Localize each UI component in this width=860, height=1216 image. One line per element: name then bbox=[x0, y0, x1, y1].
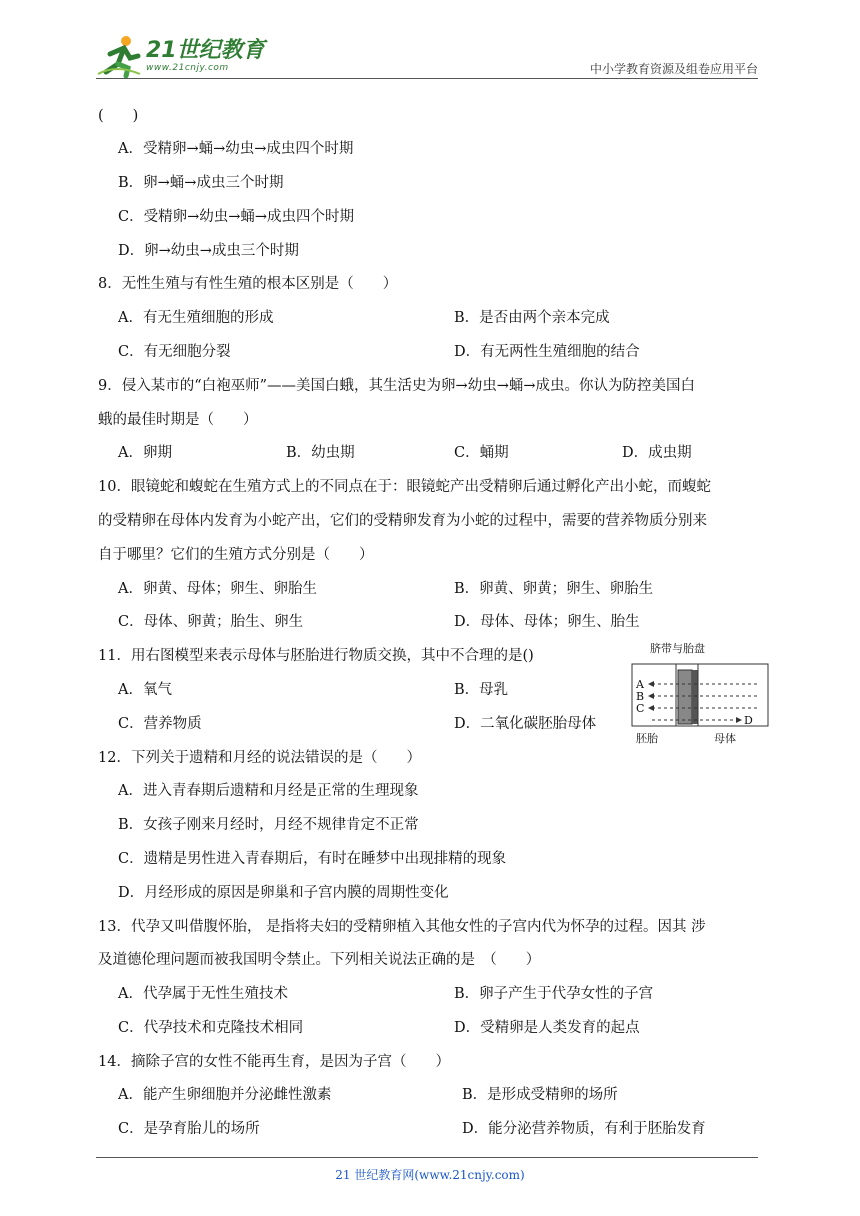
text-line: C．蛹期 bbox=[454, 445, 509, 461]
page-footer: 21 世纪教育网(www.21cnjy.com) bbox=[335, 1168, 525, 1182]
text-line: D．有无两性生殖细胞的结合 bbox=[454, 344, 640, 360]
text-line: 蛾的最佳时期是（ ） bbox=[98, 412, 258, 428]
diagram-title: 脐带与胎盘 bbox=[650, 642, 705, 655]
text-line: B．母乳 bbox=[454, 682, 509, 698]
placenta-exchange-diagram bbox=[630, 640, 770, 746]
text-line: C．有无细胞分裂 bbox=[118, 344, 231, 360]
text-line: A．卵黄、母体；卵生、卵胎生 bbox=[118, 581, 317, 597]
text-line: 自于哪里？它们的生殖方式分别是（ ） bbox=[98, 547, 374, 563]
text-line: D．二氧化碳胚胎母体 bbox=[454, 716, 597, 732]
platform-name: 中小学教育资源及组卷应用平台 bbox=[589, 62, 758, 76]
diagram-label-d: D bbox=[744, 714, 753, 727]
text-line: B．女孩子刚来月经时，月经不规律肯定不正常 bbox=[118, 817, 419, 833]
text-line: A．受精卵→蛹→幼虫→成虫四个时期 bbox=[118, 141, 354, 157]
text-line: 及道德伦理问题而被我国明令禁止。下列相关说法正确的是 （ ） bbox=[98, 952, 541, 968]
text-line: B．幼虫期 bbox=[286, 445, 355, 461]
text-line: 12．下列关于遗精和月经的说法错误的是（ ） bbox=[98, 750, 421, 766]
text-line: 的受精卵在母体内发育为小蛇产出，它们的受精卵发育为小蛇的过程中，需要的营养物质分别来 bbox=[98, 513, 707, 529]
text-line: A．进入青春期后遗精和月经是正常的生理现象 bbox=[118, 783, 419, 799]
text-line: B．卵→蛹→成虫三个时期 bbox=[118, 175, 284, 191]
text-line: A．氧气 bbox=[118, 682, 172, 698]
text-line: B．是否由两个亲本完成 bbox=[454, 310, 610, 326]
text-line: D．受精卵是人类发育的起点 bbox=[454, 1020, 640, 1036]
diagram-label-c: C bbox=[636, 702, 645, 715]
text-line: C．代孕技术和克隆技术相同 bbox=[118, 1020, 304, 1036]
text-line: D．卵→幼虫→成虫三个时期 bbox=[118, 243, 299, 259]
text-line: ( ) bbox=[98, 108, 139, 124]
text-line: C．母体、卵黄；胎生、卵生 bbox=[118, 614, 304, 630]
diagram-left-label: 胚胎 bbox=[636, 732, 658, 745]
text-line: 14．摘除子宫的女性不能再生育，是因为子宫（ ） bbox=[98, 1054, 450, 1070]
text-line: C．营养物质 bbox=[118, 716, 202, 732]
diagram-label-b: B bbox=[636, 690, 645, 703]
text-line: D．月经形成的原因是卵巢和子宫内膜的周期性变化 bbox=[118, 885, 449, 901]
text-line: 10．眼镜蛇和蝮蛇在生殖方式上的不同点在于：眼镜蛇产出受精卵后通过孵化产出小蛇，而蝮蛇 bbox=[98, 479, 711, 495]
text-line: A．有无生殖细胞的形成 bbox=[118, 310, 274, 326]
diagram-label-a: A bbox=[636, 678, 644, 691]
runner-icon bbox=[96, 34, 142, 78]
site-logo bbox=[96, 34, 265, 78]
logo-title: 21世纪教育 bbox=[146, 38, 265, 63]
text-line: D．母体、母体；卵生、胎生 bbox=[454, 614, 640, 630]
text-line: B．卵黄、卵黄；卵生、卵胎生 bbox=[454, 581, 654, 597]
text-line: 11．用右图模型来表示母体与胚胎进行物质交换，其中不合理的是() bbox=[98, 648, 534, 664]
text-line: C．受精卵→幼虫→蛹→成虫四个时期 bbox=[118, 209, 355, 225]
diagram-right-label: 母体 bbox=[714, 732, 736, 745]
text-line: 8．无性生殖与有性生殖的根本区别是（ ） bbox=[98, 276, 398, 292]
text-line: B．卵子产生于代孕女性的子宫 bbox=[454, 986, 654, 1002]
footer-divider bbox=[96, 1157, 758, 1158]
text-line: 13．代孕又叫借腹怀胎， 是指将夫妇的受精卵植入其他女性的子宫内代为怀孕的过程。因其 涉 bbox=[98, 919, 706, 935]
text-line: C．遗精是男性进入青春期后，有时在睡梦中出现排精的现象 bbox=[118, 851, 507, 867]
text-line: D．成虫期 bbox=[622, 445, 692, 461]
text-line: A．代孕属于无性生殖技术 bbox=[118, 986, 288, 1002]
logo-url: www.21cnjy.com bbox=[146, 63, 229, 73]
text-line: 9．侵入某市的“白袍巫师”——美国白蛾，其生活史为卵→幼虫→蛹→成虫。你认为防控美国白 bbox=[98, 378, 695, 394]
text-line: A．能产生卵细胞并分泌雌性激素 bbox=[118, 1087, 332, 1103]
header-divider bbox=[96, 78, 758, 79]
page-header bbox=[96, 30, 758, 82]
text-line: C．是孕育胎儿的场所 bbox=[118, 1121, 260, 1137]
text-line: B．是形成受精卵的场所 bbox=[462, 1087, 618, 1103]
text-line: D．能分泌营养物质，有利于胚胎发育 bbox=[462, 1121, 706, 1137]
text-line: A．卵期 bbox=[118, 445, 172, 461]
